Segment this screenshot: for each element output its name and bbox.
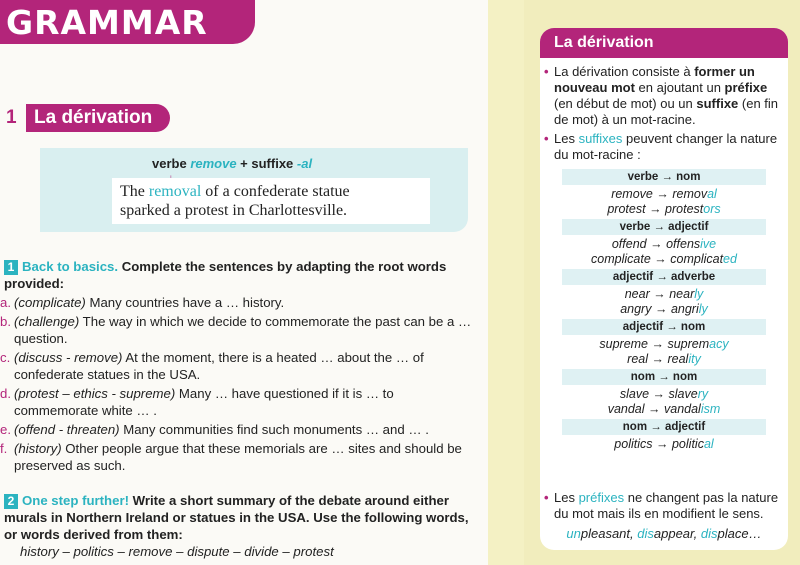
root-suffix: -al — [296, 156, 313, 171]
table-row: complicate → complicated — [591, 252, 737, 266]
section-heading — [0, 104, 182, 132]
exercise-2-heading — [0, 492, 480, 543]
exercise-1-instruction: Complete the sentences by adapting the root words provided: — [4, 259, 447, 291]
section-title: La dérivation — [26, 104, 170, 132]
table-row: remove → removal — [611, 187, 717, 201]
example-sentence-box — [112, 178, 430, 224]
group-header: verbe → nom — [562, 169, 766, 185]
table-row: politics → political — [614, 437, 714, 451]
panel-title: La dérivation — [554, 34, 654, 51]
exercise-2-instruction: Write a short summary of the debate around either murals in Northern Ireland or statues in the USA. Use the following words, or words derived from them: — [4, 493, 469, 542]
exercise-1-title: Back to basics. — [22, 259, 119, 274]
exercise-2 — [0, 492, 480, 560]
table-row: real → reality — [627, 352, 701, 366]
table-row: offend → offensive — [611, 237, 717, 251]
exercise-1 — [0, 258, 480, 474]
panel-bullet-2: • Les suffixes peuvent changer la nature du mot-racine : — [544, 131, 778, 162]
derivation-panel — [540, 28, 788, 550]
table-row: supreme → supremacy — [599, 337, 729, 351]
root-word: remove — [190, 156, 237, 171]
group-header: adjectif → adverbe — [562, 269, 766, 285]
derived-word: removal — [148, 183, 202, 200]
suffix-table — [540, 169, 788, 452]
exercise-1-heading — [0, 258, 480, 292]
panel-body — [540, 64, 788, 452]
panel-header — [540, 28, 788, 58]
exercise-2-title: One step further! — [22, 493, 129, 508]
table-row: slave → slavery — [619, 387, 709, 401]
list-item: d. (protest – ethics - supreme) Many … have questioned if it is … to commemorate white … . — [0, 386, 394, 418]
panel-bullet-3: • Les préfixes ne changent pas la nature du mot mais ils en modifient le sens. — [544, 490, 779, 521]
group-header: adjectif → nom — [562, 319, 766, 335]
list-item: a. (complicate) Many countries have a … history. — [0, 295, 285, 310]
example-root-line: verbe remove + suffixe -al — [152, 156, 313, 171]
grammar-banner — [0, 0, 255, 44]
section-number: 1 — [6, 107, 17, 128]
margin-stripe — [488, 0, 524, 565]
group-header: nom → nom — [562, 369, 766, 385]
group-header: verbe → adjectif — [562, 219, 766, 235]
exercise-2-number: 2 — [4, 494, 18, 509]
exercise-1-number: 1 — [4, 260, 18, 275]
list-item: f. (history) Other people argue that these memorials are … sites and should be preserved as such. — [0, 441, 462, 473]
table-row: vandal → vandalism — [607, 402, 721, 416]
example-box — [40, 148, 468, 232]
table-row: angry → angrily — [620, 302, 708, 316]
list-item: e. (offend - threaten) Many communities find such monuments … and … . — [0, 422, 429, 437]
group-header: nom → adjectif — [562, 419, 766, 435]
panel-bullet-1: • La dérivation consiste à former un nouveau mot en ajoutant un préfixe (en début de mot) ou un suffixe (en fin de mot) à un mot-racine. — [544, 64, 779, 127]
panel-bottom — [540, 490, 788, 542]
banner-title: GRAMMAR — [6, 3, 208, 42]
prefix-examples: unpleasant, disappear, displace… — [566, 526, 762, 541]
table-row: protest → protestors — [607, 202, 721, 216]
list-item: b. (challenge) The way in which we decide to commemorate the past can be a … question. — [0, 314, 472, 346]
table-row: near → nearly — [624, 287, 704, 301]
list-item: c. (discuss - remove) At the moment, there is a heated … about the … of confederate statues in the USA. — [0, 350, 424, 382]
word-list: history – politics – remove – dispute – divide – protest — [20, 544, 334, 559]
example-sentence: The removal of a confederate statue sparked a protest in Charlottesville. — [120, 183, 350, 219]
